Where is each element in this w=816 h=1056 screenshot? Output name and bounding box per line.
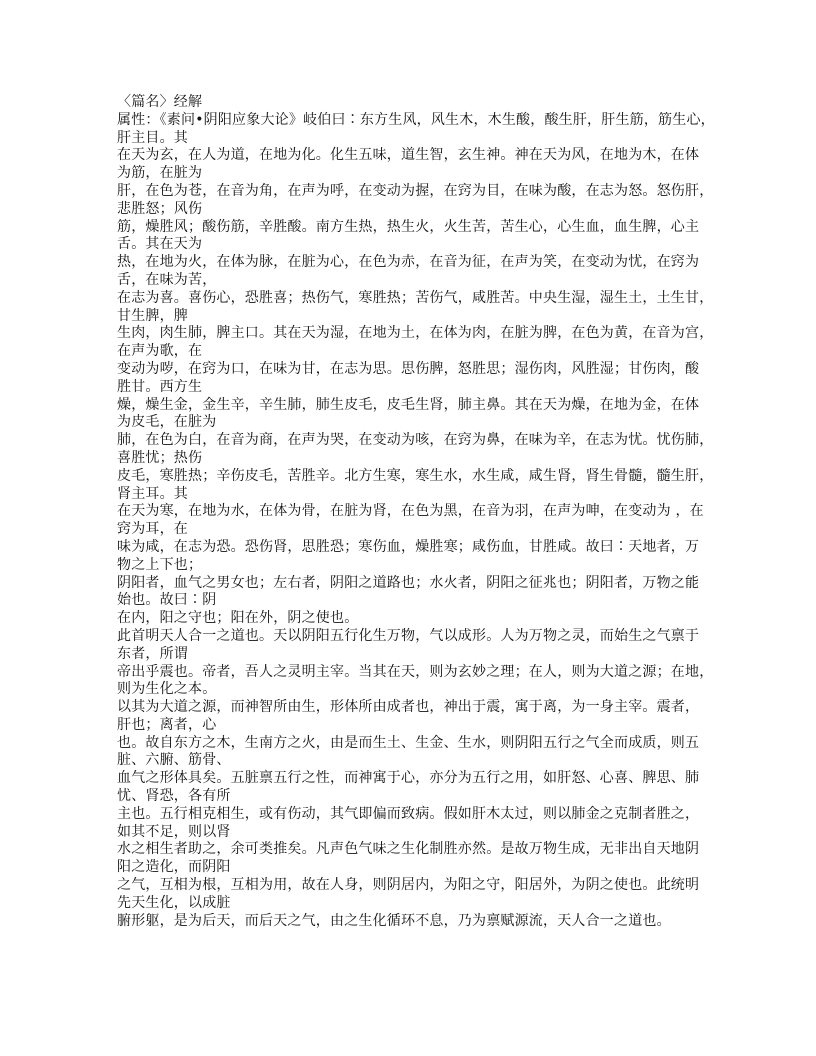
text-line: 以其为大道之源，而神智所由生，形体所由成者也，神出于震，寓于离，为一身主宰。震者， (117, 699, 700, 716)
text-line: 悲胜怒；风伤 (117, 200, 203, 217)
text-line: 如其不足，则以肾 (117, 823, 231, 840)
text-line: 则为生化之本。 (117, 681, 217, 698)
text-line: 燥，燥生金，金生辛，辛生肺，肺生皮毛，皮毛生肾，肺主鼻。其在天为燥，在地为金，在体 (117, 396, 700, 413)
text-line: 味为咸，在志为恐。恐伤肾，思胜恐；寒伤血，燥胜寒；咸伤血，甘胜咸。故曰∶天地者，万 (117, 538, 700, 555)
text-line: 为皮毛，在脏为 (117, 414, 217, 431)
text-line: 生肉，肉生肺，脾主口。其在天为湿，在地为土，在体为肉，在脏为脾，在色为黄，在音为宫， (117, 325, 714, 342)
text-line: 也。故自东方之木，生南方之火，由是而生土、生金、生水，则阴阳五行之气全而成质，则五 (117, 734, 700, 751)
text-line: 肝也；离者，心 (117, 716, 217, 733)
text-line: 在志为喜。喜伤心，恐胜喜；热伤气，寒胜热；苦伤气，咸胜苦。中央生湿，湿生土，土生甘， (117, 289, 714, 306)
text-line: 先天生化，以成脏 (117, 894, 231, 911)
text-line: 喜胜忧；热伤 (117, 449, 203, 466)
text-line: 在声为歌，在 (117, 343, 203, 360)
text-line: 为筋，在脏为 (117, 165, 203, 182)
text-line: 在天为寒，在地为水，在体为骨，在脏为肾，在色为黑，在音为羽，在声为呻，在变动为 ，在 (117, 503, 704, 520)
text-line: 始也。故曰∶阴 (117, 592, 217, 609)
document-heading: 〈篇名〉经解 (117, 94, 203, 110)
text-line: 甘生脾，脾 (117, 307, 188, 324)
text-line: 舌，在味为苦， (117, 271, 217, 288)
text-line: 阴阳者，血气之男女也；左右者，阴阳之道路也；水火者，阴阳之征兆也；阴阳者，万物之能 (117, 574, 700, 591)
text-line: 水之相生者助之，余可类推矣。凡声色气味之生化制胜亦然。是故万物生成，无非出自天地阴 (117, 841, 700, 858)
text-line: 在天为玄，在人为道，在地为化。化生五味，道生智，玄生神。神在天为风，在地为木，在体 (117, 147, 700, 164)
text-line: 物之上下也； (117, 556, 203, 573)
text-line: 肾主耳。其 (117, 485, 188, 502)
text-line: 在内，阳之守也；阳在外，阴之使也。 (117, 610, 359, 627)
document-page (117, 94, 717, 948)
text-line: 变动为哕，在窍为口，在味为甘，在志为思。思伤脾，怒胜思；湿伤肉，风胜湿；甘伤肉，酸 (117, 360, 700, 377)
text-line: 腑形躯，是为后天，而后天之气，由之生化循环不息，乃为禀赋源流，天人合一之道也。 (117, 912, 671, 929)
text-line (117, 930, 717, 948)
text-line: 帝出乎震也。帝者，吾人之灵明主宰。当其在天，则为玄妙之理；在人，则为大道之源；在地， (117, 663, 714, 680)
text-line: 舌。其在天为 (117, 236, 203, 253)
text-line: 东者，所谓 (117, 645, 188, 662)
text-line: 筋，燥胜风；酸伤筋，辛胜酸。南方生热，热生火，火生苦，苦生心，心生血，血生脾，心主 (117, 218, 700, 235)
text-line: 忧、肾恐，各有所 (117, 788, 231, 805)
text-line: 窍为耳，在 (117, 521, 188, 538)
text-line: 属性：《素问•阴阳应象大论》岐伯曰∶东方生风，风生木，木生酸，酸生肝，肝生筋，筋生心， (117, 111, 715, 128)
text-line: 之气，互相为根，互相为用，故在人身，则阴居内，为阳之守，阳居外，为阴之使也。此统明 (117, 877, 700, 894)
text-line: 血气之形体具矣。五脏禀五行之性，而神寓于心，亦分为五行之用，如肝怒、心喜、脾思、肺 (117, 770, 700, 787)
text-line: 胜甘。西方生 (117, 378, 203, 395)
text-line: 热，在地为火，在体为脉，在脏为心，在色为赤，在音为征，在声为笑，在变动为忧，在窍为 (117, 254, 700, 271)
text-line: 此首明天人合一之道也。天以阴阳五行化生万物，气以成形。人为万物之灵，而始生之气禀于 (117, 627, 700, 644)
text-line: 肝主目。其 (117, 129, 188, 146)
text-line: 阳之造化，而阴阳 (117, 859, 231, 876)
text-line: 皮毛，寒胜热；辛伤皮毛，苦胜辛。北方生寒，寒生水，水生咸，咸生肾，肾生骨髓，髓生肝， (117, 467, 714, 484)
text-line: 主也。五行相克相生，或有伤动，其气即偏而致病。假如肝木太过，则以肺金之克制者胜之， (117, 805, 700, 822)
text-line: 肝，在色为苍，在音为角，在声为呼，在变动为握，在窍为目，在味为酸，在志为怒。怒伤肝， (117, 182, 714, 199)
text-line: 脏、六腑、筋骨、 (117, 752, 231, 769)
text-line: 肺，在色为白，在音为商，在声为哭，在变动为咳，在窍为鼻，在味为辛，在志为忧。忧伤肺， (117, 432, 714, 449)
